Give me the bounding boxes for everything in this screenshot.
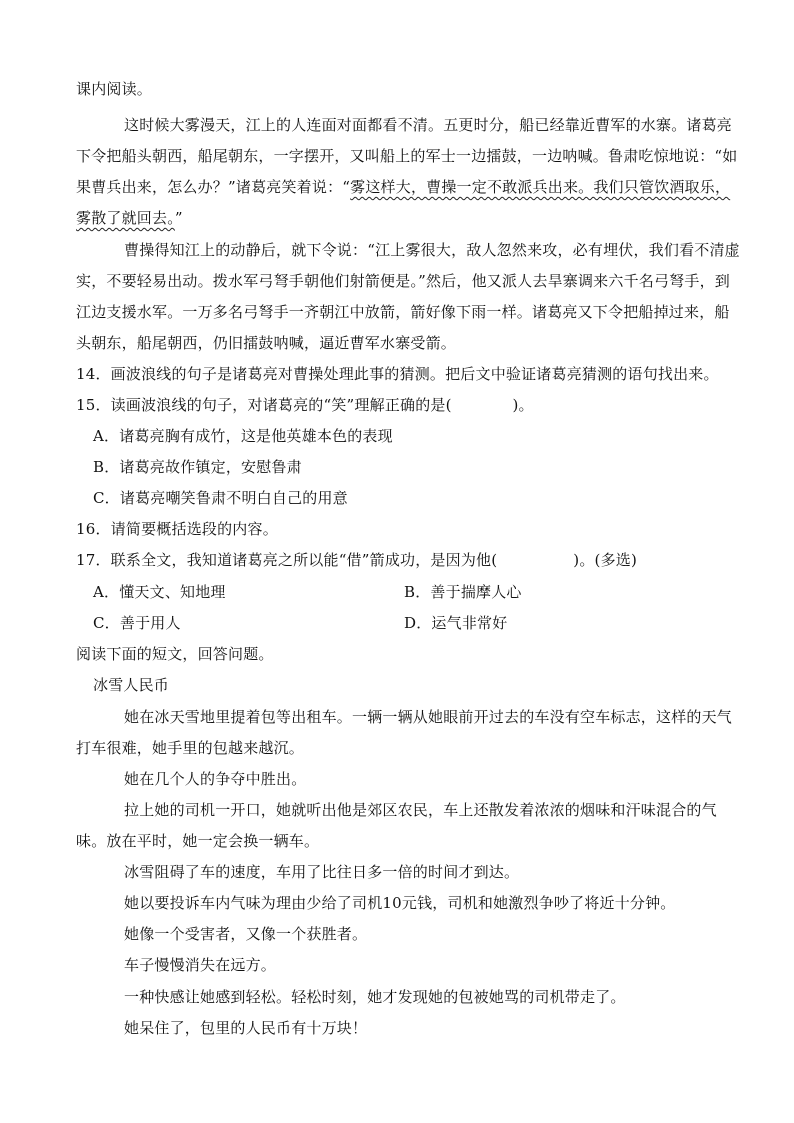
passage1-p2-line3: 江边支援水军。一万多名弓弩手一齐朝江中放箭，箭好像下雨一样。诸葛亮又下令把船掉过来，船 [76,303,730,321]
wavy-underlined-sentence-part2: 雾散了就回去。 [76,209,175,227]
passage2-p9: 她呆住了，包里的人民币有十万块！ [124,1019,368,1037]
passage2-p5: 她以要投诉车内气味为理由少给了司机10元钱，司机和她激烈争吵了将近十分钟。 [124,894,676,912]
wavy-underlined-sentence-part1: 雾这样大，曹操一定不敢派兵出来。我们只管饮酒取乐， [350,178,731,196]
passage1-p2-line2: 实，不要轻易出动。拨水军弓弩手朝他们射箭便是。”然后，他又派人去旱寨调来六千名弓弩手，到 [76,272,730,290]
passage2-instruction: 阅读下面的短文，回答问题。 [76,645,274,663]
question-15-option-a: A．诸葛亮胸有成竹，这是他英雄本色的表现 [93,427,393,445]
passage2-p3-line2: 味。放在平时，她一定会换一辆车。 [76,832,320,850]
question-17-stem: 17．联系全文，我知道诸葛亮之所以能“借”箭成功，是因为他( )。(多选) [76,551,638,569]
passage2-p6: 她像一个受害者，又像一个获胜者。 [124,925,368,943]
passage2-p8: 一种快感让她感到轻松。轻松时刻，她才发现她的包被她骂的司机带走了。 [124,988,626,1006]
question-14: 14．画波浪线的句子是诸葛亮对曹操处理此事的猜测。把后文中验证诸葛亮猜测的语句找出来。 [76,365,719,383]
question-17-option-d: D．运气非常好 [404,614,508,632]
question-15-stem: 15．读画波浪线的句子，对诸葛亮的“笑”理解正确的是( )。 [76,396,534,414]
passage2-p1-line2: 打车很难，她手里的包越来越沉。 [76,739,305,757]
passage1-p1-line1: 这时候大雾漫天，江上的人连面对面都看不清。五更时分，船已经靠近曹军的水寨。诸葛亮 [124,116,733,134]
question-17-option-a: A．懂天文、知地理 [93,583,226,601]
passage1-p2-line4: 头朝东，船尾朝西，仍旧擂鼓呐喊，逼近曹军水寨受箭。 [76,334,457,352]
passage2-p3-line1: 拉上她的司机一开口，她就听出他是郊区农民，车上还散发着浓浓的烟味和汗味混合的气 [124,801,717,819]
passage1-p1-line4-end: ” [174,209,183,227]
question-16: 16．请简要概括选段的内容。 [76,520,278,538]
passage1-p1-line4 [76,208,183,228]
passage1-p2-line1: 曹操得知江上的动静后，就下令说：“江上雾很大，敌人忽然来攻，必有埋伏，我们看不清虚 [124,241,740,259]
passage2-p7: 车子慢慢消失在远方。 [124,956,277,974]
passage1-p1-line3-start: 果曹兵出来，怎么办？”诸葛亮笑着说：“ [76,178,351,196]
passage2-title: 冰雪人民币 [93,676,170,694]
passage2-p1-line1: 她在冰天雪地里提着包等出租车。一辆一辆从她眼前开过去的车没有空车标志，这样的天气 [124,708,733,726]
question-17-option-b: B．善于揣摩人心 [404,583,522,601]
passage2-p2: 她在几个人的争夺中胜出。 [124,770,307,788]
question-17-option-c: C．善于用人 [93,614,181,632]
question-15-option-b: B．诸葛亮故作镇定，安慰鲁肃 [93,458,302,476]
question-15-option-c: C．诸葛亮嘲笑鲁肃不明白自己的用意 [93,489,348,507]
section-intro: 课内阅读。 [76,80,153,98]
passage2-p4: 冰雪阻碍了车的速度，车用了比往日多一倍的时间才到达。 [124,863,520,881]
passage1-p1-line3 [76,177,730,197]
passage1-p1-line2: 下令把船头朝西，船尾朝东，一字摆开，又叫船上的军士一边擂鼓，一边呐喊。鲁肃吃惊地说：“如 [76,147,738,165]
